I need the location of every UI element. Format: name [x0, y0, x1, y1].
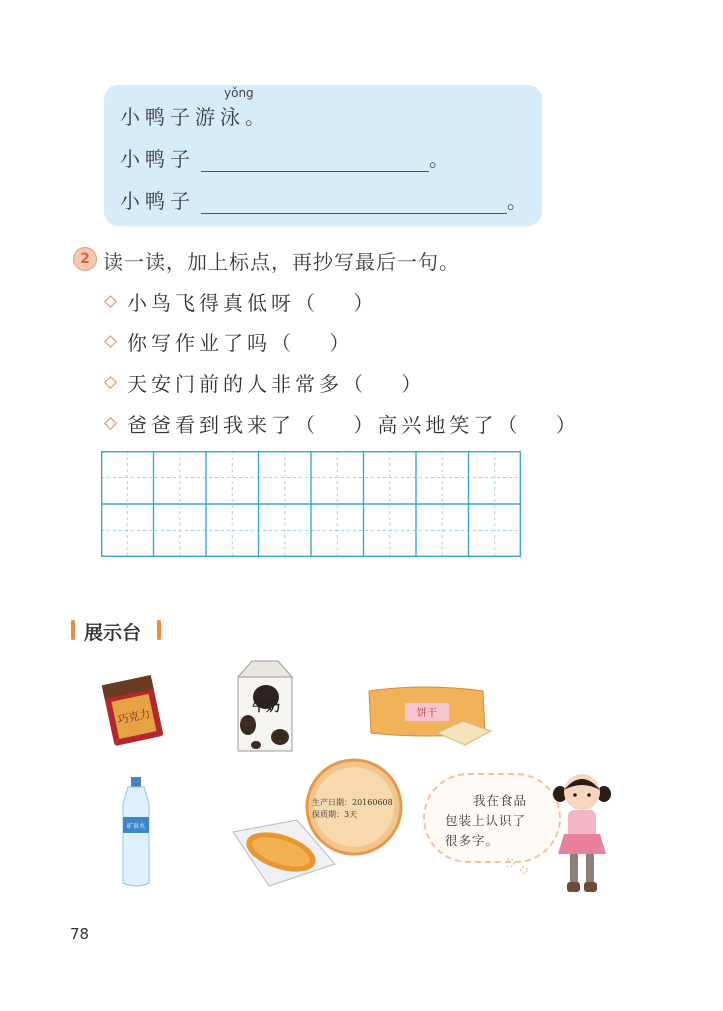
diamond-bullet-icon	[104, 335, 117, 348]
speech-line-1: 我在食品	[473, 793, 528, 808]
production-date-label: 生产日期：20160608	[312, 798, 393, 807]
cracker-package-icon	[365, 683, 495, 748]
pinyin-annotation: yǒng	[224, 86, 254, 100]
writing-grid[interactable]	[101, 451, 521, 557]
milk-label: 牛奶	[252, 699, 280, 715]
punctuation-item-1	[106, 287, 377, 316]
title-bar-right	[157, 620, 161, 640]
exercise-line-1-prefix: 小鸭子游	[120, 105, 220, 129]
title-bar-left	[71, 620, 75, 640]
speech-bubble-text	[445, 791, 555, 851]
exercise-line-2-end: 。	[429, 147, 454, 171]
diamond-bullet-icon	[104, 417, 117, 430]
exercise-line-1-end: 。	[245, 105, 270, 129]
exercise-line-3-prefix: 小鸭子	[120, 189, 195, 213]
exercise-line-2-blank[interactable]	[201, 151, 429, 172]
punctuation-item-2-text: 你写作业了吗（ ）	[127, 331, 354, 355]
exercise-line-2	[120, 143, 454, 172]
diamond-bullet-icon	[104, 295, 117, 308]
magnifier-detail-icon	[304, 757, 404, 857]
question-instruction: 读一读，加上标点，再抄写最后一句。	[103, 250, 460, 274]
punctuation-item-3-text: 天安门前的人非常多（ ）	[127, 372, 426, 396]
diamond-bullet-icon	[104, 376, 117, 389]
water-bottle-icon	[118, 775, 154, 890]
punctuation-item-1-text: 小鸟飞得真低呀（ ）	[127, 291, 378, 315]
punctuation-item-4	[106, 409, 580, 438]
exercise-line-2-prefix: 小鸭子	[120, 147, 195, 171]
exercise-line-1-char: 泳	[220, 105, 245, 129]
section-title: 展示台	[84, 622, 142, 644]
punctuation-item-3	[106, 368, 425, 397]
punctuation-item-4-text: 爸爸看到我来了（ ）高兴地笑了（ ）	[127, 413, 580, 437]
page-number: 78	[70, 925, 90, 943]
girl-character-icon	[552, 768, 612, 900]
exercise-line-3	[120, 185, 532, 214]
exercise-line-3-blank[interactable]	[201, 193, 507, 214]
water-label: 矿泉水	[126, 823, 146, 830]
speech-line-3: 很多字。	[445, 833, 500, 848]
chocolate-label: 巧克力	[116, 707, 152, 727]
chocolate-icon	[95, 665, 175, 750]
milk-carton-icon	[232, 655, 298, 755]
speech-bubble-tail-icon	[500, 858, 540, 876]
speech-line-2: 包装上认识了	[445, 813, 527, 828]
exercise-line-1	[120, 86, 270, 130]
question-number-icon: 2	[73, 247, 97, 271]
cracker-label: 饼干	[417, 708, 437, 719]
shelf-life-label: 保质期：3天	[312, 810, 358, 819]
punctuation-item-2	[106, 327, 353, 356]
exercise-line-3-end: 。	[507, 189, 532, 213]
